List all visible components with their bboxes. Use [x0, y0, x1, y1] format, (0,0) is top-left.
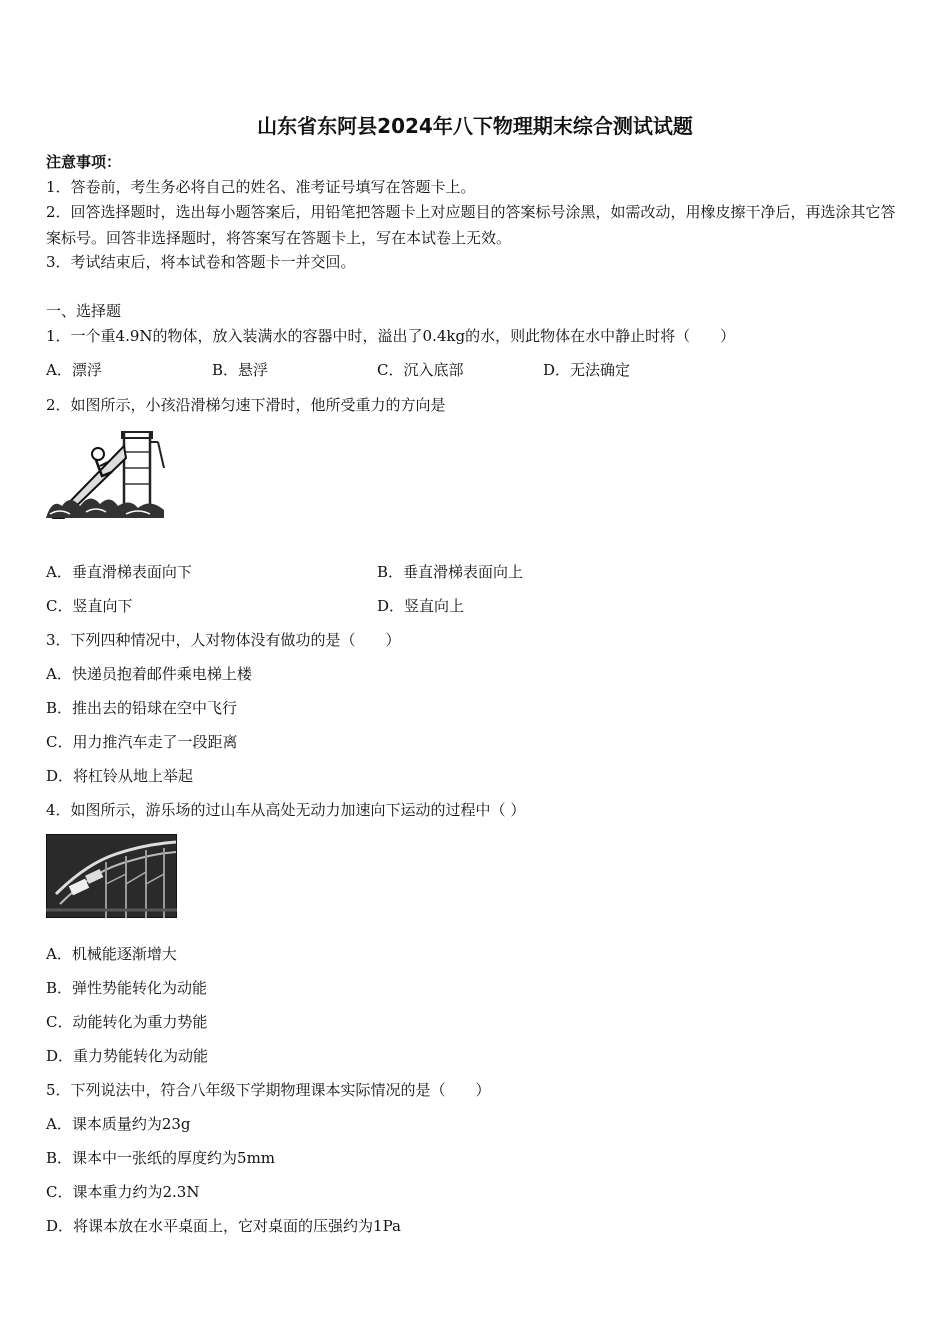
q2-option-b: B．垂直滑梯表面向上 [377, 563, 524, 581]
q5-option-c: C．课本重力约为2.3N [46, 1183, 200, 1201]
q1-option-d: D．无法确定 [543, 361, 631, 379]
q3-option-b: B．推出去的铅球在空中飞行 [46, 699, 238, 717]
section-heading: 一、选择题 [46, 302, 122, 320]
question-2-stem: 2．如图所示，小孩沿滑梯匀速下滑时，他所受重力的方向是 [46, 396, 446, 414]
q4-option-c: C．动能转化为重力势能 [46, 1013, 208, 1031]
q3-option-a: A．快递员抱着邮件乘电梯上楼 [46, 665, 252, 683]
q2-option-d: D．竖直向上 [377, 597, 465, 615]
note-item-3: 3．考试结束后，将本试卷和答题卡一并交回。 [46, 253, 356, 271]
q1-option-c: C．沉入底部 [377, 361, 464, 379]
note-item-2: 2．回答选择题时，选出每小题答案后，用铅笔把答题卡上对应题目的答案标号涂黑，如需改动，用橡皮擦干净后，再选涂其它答案标号。回答非选择题时，将答案写在答题卡上，写在本试卷上无效。 [46, 203, 896, 247]
question-1-stem: 1．一个重4.9N的物体，放入装满水的容器中时，溢出了0.4kg的水，则此物体在水中静止时将（ ） [46, 327, 736, 345]
q3-option-d: D．将杠铃从地上举起 [46, 767, 194, 785]
notes-heading: 注意事项： [46, 153, 122, 171]
question-4-stem: 4．如图所示，游乐场的过山车从高处无动力加速向下运动的过程中（ ） [46, 801, 526, 819]
q2-option-c: C．竖直向下 [46, 597, 133, 615]
q4-option-d: D．重力势能转化为动能 [46, 1047, 209, 1065]
q4-option-a: A．机械能逐渐增大 [46, 945, 177, 963]
q5-option-b: B．课本中一张纸的厚度约为5mm [46, 1149, 276, 1167]
question-5-stem: 5．下列说法中，符合八年级下学期物理课本实际情况的是（ ） [46, 1081, 491, 1099]
q4-option-b: B．弹性势能转化为动能 [46, 979, 208, 997]
q1-option-a: A．漂浮 [46, 361, 102, 379]
slide-figure-image [46, 428, 166, 520]
page-title: 山东省东阿县2024年八下物理期末综合测试试题 [257, 114, 693, 138]
note-item-1: 1．答卷前，考生务必将自己的姓名、准考证号填写在答题卡上。 [46, 178, 476, 196]
q3-option-c: C．用力推汽车走了一段距离 [46, 733, 238, 751]
q1-option-b: B．悬浮 [212, 361, 269, 379]
q5-option-d: D．将课本放在水平桌面上，它对桌面的压强约为1Pa [46, 1217, 401, 1235]
q2-option-a: A．垂直滑梯表面向下 [46, 563, 192, 581]
question-3-stem: 3．下列四种情况中，人对物体没有做功的是（ ） [46, 631, 401, 649]
roller-coaster-image [46, 834, 177, 918]
q5-option-a: A．课本质量约为23g [46, 1115, 191, 1133]
